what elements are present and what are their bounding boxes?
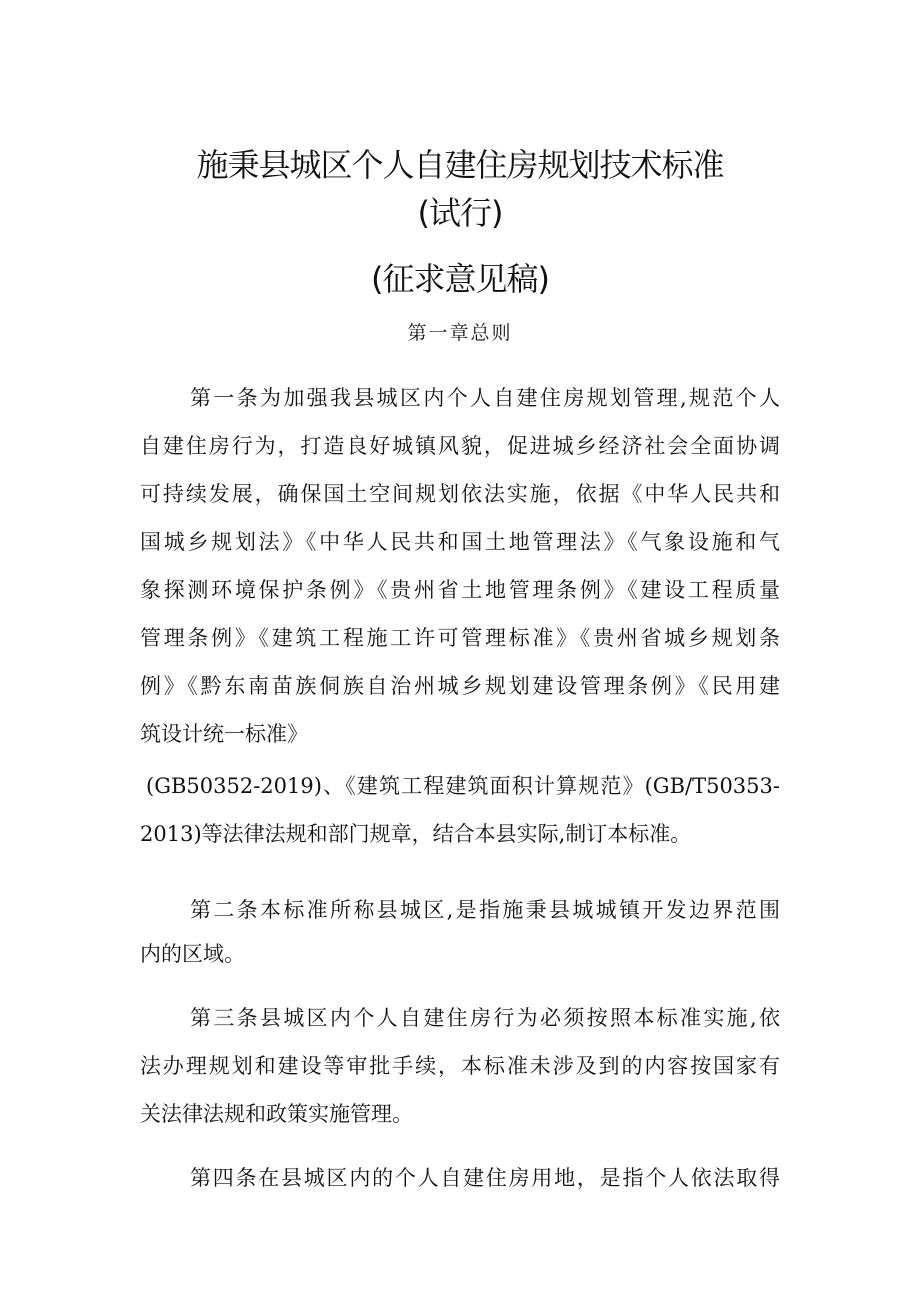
- article-1-line: 管理条例》《建筑工程施工许可管理标准》《贵州省城乡规划条: [140, 626, 780, 650]
- article-3-line: 第三条县城区内个人自建住房行为必须按照本标准实施,依: [190, 1006, 780, 1030]
- article-1-line: (GB50352-2019)、《建筑工程建筑面积计算规范》(GB/T50353-: [146, 774, 780, 798]
- article-2-line: 内的区域。: [140, 942, 245, 966]
- article-3-line: 法办理规划和建设等审批手续，本标准未涉及到的内容按国家有: [140, 1054, 780, 1078]
- chapter-heading: 第一章总则: [407, 322, 513, 344]
- article-1-line: 第一条为加强我县城区内个人自建住房规划管理,规范个人: [190, 386, 780, 410]
- article-4-line: 第四条在县城区内的个人自建住房用地，是指个人依法取得: [190, 1166, 780, 1190]
- article-1-line: 例》《黔东南苗族侗族自治州城乡规划建设管理条例》《民用建: [140, 674, 780, 698]
- document-title: 施秉县城区个人自建住房规划技术标准: [196, 146, 724, 184]
- article-1-line: 象探测环境保护条例》《贵州省土地管理条例》《建设工程质量: [140, 578, 780, 602]
- article-2-line: 第二条本标准所称县城区,是指施秉县城城镇开发边界范围: [190, 898, 780, 922]
- article-1-line: 可持续发展，确保国土空间规划依法实施，依据《中华人民共和: [140, 482, 780, 506]
- article-1-line: 自建住房行为，打造良好城镇风貌，促进城乡经济社会全面协调: [140, 434, 780, 458]
- article-1-line: 国城乡规划法》《中华人民共和国土地管理法》《气象设施和气: [140, 530, 780, 554]
- document-trial-note: (试行): [417, 194, 503, 232]
- article-1-line: 2013)等法律法规和部门规章，结合本县实际,制订本标准。: [140, 822, 692, 846]
- document-draft-note: (征求意见稿): [371, 260, 549, 298]
- article-3-line: 关法律法规和政策实施管理。: [140, 1102, 413, 1126]
- article-1-line: 筑设计统一标准》: [140, 722, 308, 746]
